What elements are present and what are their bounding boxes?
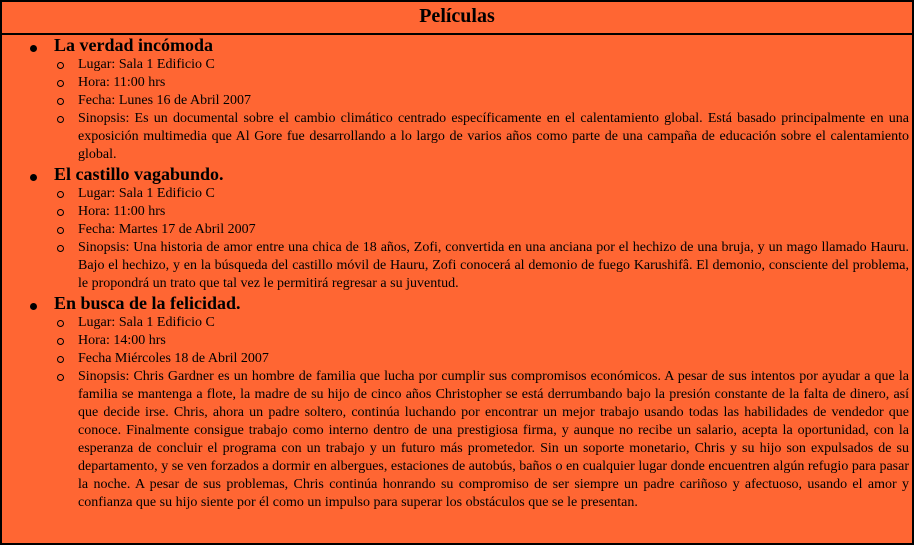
movie-details bbox=[54, 314, 912, 512]
movie-title: El castillo vagabundo. bbox=[54, 164, 224, 184]
movie-item bbox=[54, 164, 912, 293]
movie-item bbox=[54, 35, 912, 164]
movie-synopsis: Sinopsis: Una historia de amor entre una chica de 18 años, Zofi, convertida en una anciana por el hechizo de una bruja, y un mago llamado Hauru. Bajo el hechizo, y en la búsqueda del castillo móvil de Hauru, Zofi conocerá al demonio de fuego Karushifâ. El demonio, consciente del problema, le propondrá un trato que tal vez le permitirá regresar a su juventud. bbox=[78, 239, 912, 293]
movie-synopsis: Sinopsis: Es un documental sobre el cambio climático centrado específicamente en el calentamiento global. Está basado principalmente en una exposición multimedia que Al Gore fue desarrollando a lo largo de varios años como parte de una campaña de educación sobre el calentamiento global. bbox=[78, 110, 912, 164]
movie-location: Lugar: Sala 1 Edificio C bbox=[78, 314, 912, 332]
movie-location: Lugar: Sala 1 Edificio C bbox=[78, 56, 912, 74]
movie-title: En busca de la felicidad. bbox=[54, 293, 241, 313]
movie-date: Fecha Miércoles 18 de Abril 2007 bbox=[78, 350, 912, 368]
movie-date: Fecha: Martes 17 de Abril 2007 bbox=[78, 221, 912, 239]
movie-list bbox=[2, 35, 912, 512]
movie-details bbox=[54, 56, 912, 164]
movie-details bbox=[54, 185, 912, 293]
movie-title: La verdad incómoda bbox=[54, 35, 214, 55]
movie-item bbox=[54, 293, 912, 512]
movie-date: Fecha: Lunes 16 de Abril 2007 bbox=[78, 92, 912, 110]
page-title: Películas bbox=[2, 2, 912, 35]
movie-time: Hora: 11:00 hrs bbox=[78, 74, 912, 92]
movie-time: Hora: 14:00 hrs bbox=[78, 332, 912, 350]
movie-synopsis: Sinopsis: Chris Gardner es un hombre de familia que lucha por cumplir sus compromisos económicos. A pesar de sus intentos por ayudar a que la familia se mantenga a flote, la madre de su hijo de cinco años Christopher se está derrumbando bajo la presión constante de la falta de dinero, así que decide irse. Chris, ahora un padre soltero, continúa luchando por encontrar un mejor trabajo usando todas las habilidades de vendedor que conoce. Finalmente consigue trabajo como interno dentro de una prestigiosa firma, y aunque no recibe un salario, acepta la oportunidad, con la esperanza de concluir el programa con un trabajo y un futuro más prometedor. Sin un soporte monetario, Chris y su hijo son expulsados de su departamento, y se ven forzados a dormir en albergues, estaciones de autobús, baños o en cualquier lugar donde encuentren algún refugio para pasar la noche. A pesar de sus problemas, Chris continúa honrando su compromiso de ser siempre un padre cariñoso y afectuoso, usando el amor y confianza que su hijo siente por él como un impulso para superar los obstáculos que se le presentan. bbox=[78, 368, 912, 512]
movie-location: Lugar: Sala 1 Edificio C bbox=[78, 185, 912, 203]
movie-time: Hora: 11:00 hrs bbox=[78, 203, 912, 221]
